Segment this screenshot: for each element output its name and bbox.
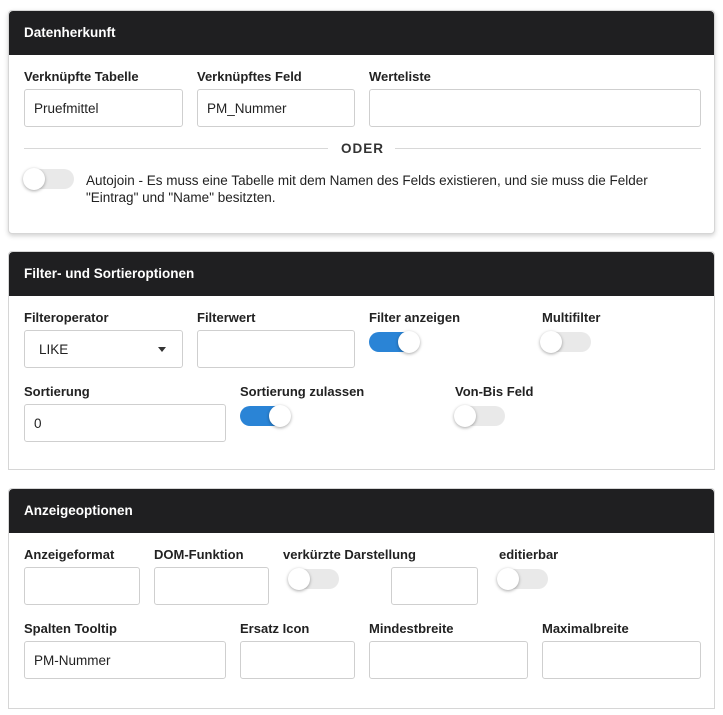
filterwert-input[interactable]	[197, 330, 355, 368]
filterwert-label: Filterwert	[197, 310, 256, 325]
panel-filter	[8, 251, 715, 470]
spalten-tooltip-label: Spalten Tooltip	[24, 621, 117, 636]
verknuepftes-feld-input[interactable]: PM_Nummer	[197, 89, 355, 127]
werteliste-input[interactable]	[369, 89, 701, 127]
dom-funktion-label: DOM-Funktion	[154, 547, 244, 562]
chevron-down-icon	[158, 347, 166, 352]
toggle-knob	[288, 568, 310, 590]
verknuepfte-tabelle-input[interactable]: Pruefmittel	[24, 89, 183, 127]
maximalbreite-input[interactable]	[542, 641, 701, 679]
multifilter-toggle[interactable]	[541, 332, 591, 352]
ersatz-icon-label: Ersatz Icon	[240, 621, 310, 636]
toggle-knob	[269, 405, 291, 427]
von-bis-feld-toggle[interactable]	[455, 406, 505, 426]
oder-divider-right	[395, 148, 701, 149]
editierbar-label: editierbar	[499, 547, 559, 562]
mindestbreite-label: Mindestbreite	[369, 621, 454, 636]
spalten-tooltip-input[interactable]: PM-Nummer	[24, 641, 226, 679]
verknuepfte-tabelle-label: Verknüpfte Tabelle	[24, 69, 139, 84]
filteroperator-label: Filteroperator	[24, 310, 109, 325]
filteroperator-select[interactable]	[24, 330, 183, 368]
editierbar-toggle[interactable]	[498, 569, 548, 589]
sortierung-input[interactable]: 0	[24, 404, 226, 442]
anzeigeformat-label: Anzeigeformat	[24, 547, 115, 562]
autojoin-toggle[interactable]	[24, 169, 74, 189]
oder-divider-left	[24, 148, 328, 149]
filter-anzeigen-toggle[interactable]	[369, 332, 419, 352]
toggle-knob	[497, 568, 519, 590]
multifilter-label: Multifilter	[542, 310, 601, 325]
sortierung-zulassen-toggle[interactable]	[240, 406, 290, 426]
panel-title-filter: Filter- und Sortieroptionen	[9, 252, 714, 296]
verkuerzte-darstellung-number-input[interactable]	[391, 567, 478, 605]
toggle-knob	[540, 331, 562, 353]
filter-anzeigen-label: Filter anzeigen	[369, 310, 461, 325]
autojoin-line-2: "Eintrag" und "Name" besitzten.	[86, 190, 276, 205]
mindestbreite-input[interactable]	[369, 641, 528, 679]
von-bis-feld-label: Von-Bis Feld	[455, 384, 534, 399]
toggle-knob	[23, 168, 45, 190]
verknuepftes-feld-label: Verknüpftes Feld	[197, 69, 302, 84]
panel-anzeige	[8, 488, 715, 709]
verkuerzte-darstellung-toggle[interactable]	[289, 569, 339, 589]
ersatz-icon-input[interactable]	[240, 641, 355, 679]
autojoin-description	[86, 172, 706, 206]
verkuerzte-darstellung-label: verkürzte Darstellung	[283, 547, 416, 562]
sortierung-zulassen-label: Sortierung zulassen	[240, 384, 365, 399]
autojoin-line-1: Autojoin - Es muss eine Tabelle mit dem Namen des Felds existieren, und sie muss die Felder	[86, 173, 648, 188]
dom-funktion-input[interactable]	[154, 567, 269, 605]
panel-title-anzeige: Anzeigeoptionen	[9, 489, 714, 533]
werteliste-label: Werteliste	[369, 69, 431, 84]
toggle-knob	[454, 405, 476, 427]
anzeigeformat-input[interactable]	[24, 567, 140, 605]
toggle-knob	[398, 331, 420, 353]
filteroperator-value: LIKE	[39, 342, 69, 357]
maximalbreite-label: Maximalbreite	[542, 621, 629, 636]
panel-datenherkunft	[8, 10, 715, 234]
sortierung-label: Sortierung	[24, 384, 90, 399]
panel-title-datenherkunft: Datenherkunft	[9, 11, 714, 55]
oder-label: ODER	[341, 141, 385, 156]
